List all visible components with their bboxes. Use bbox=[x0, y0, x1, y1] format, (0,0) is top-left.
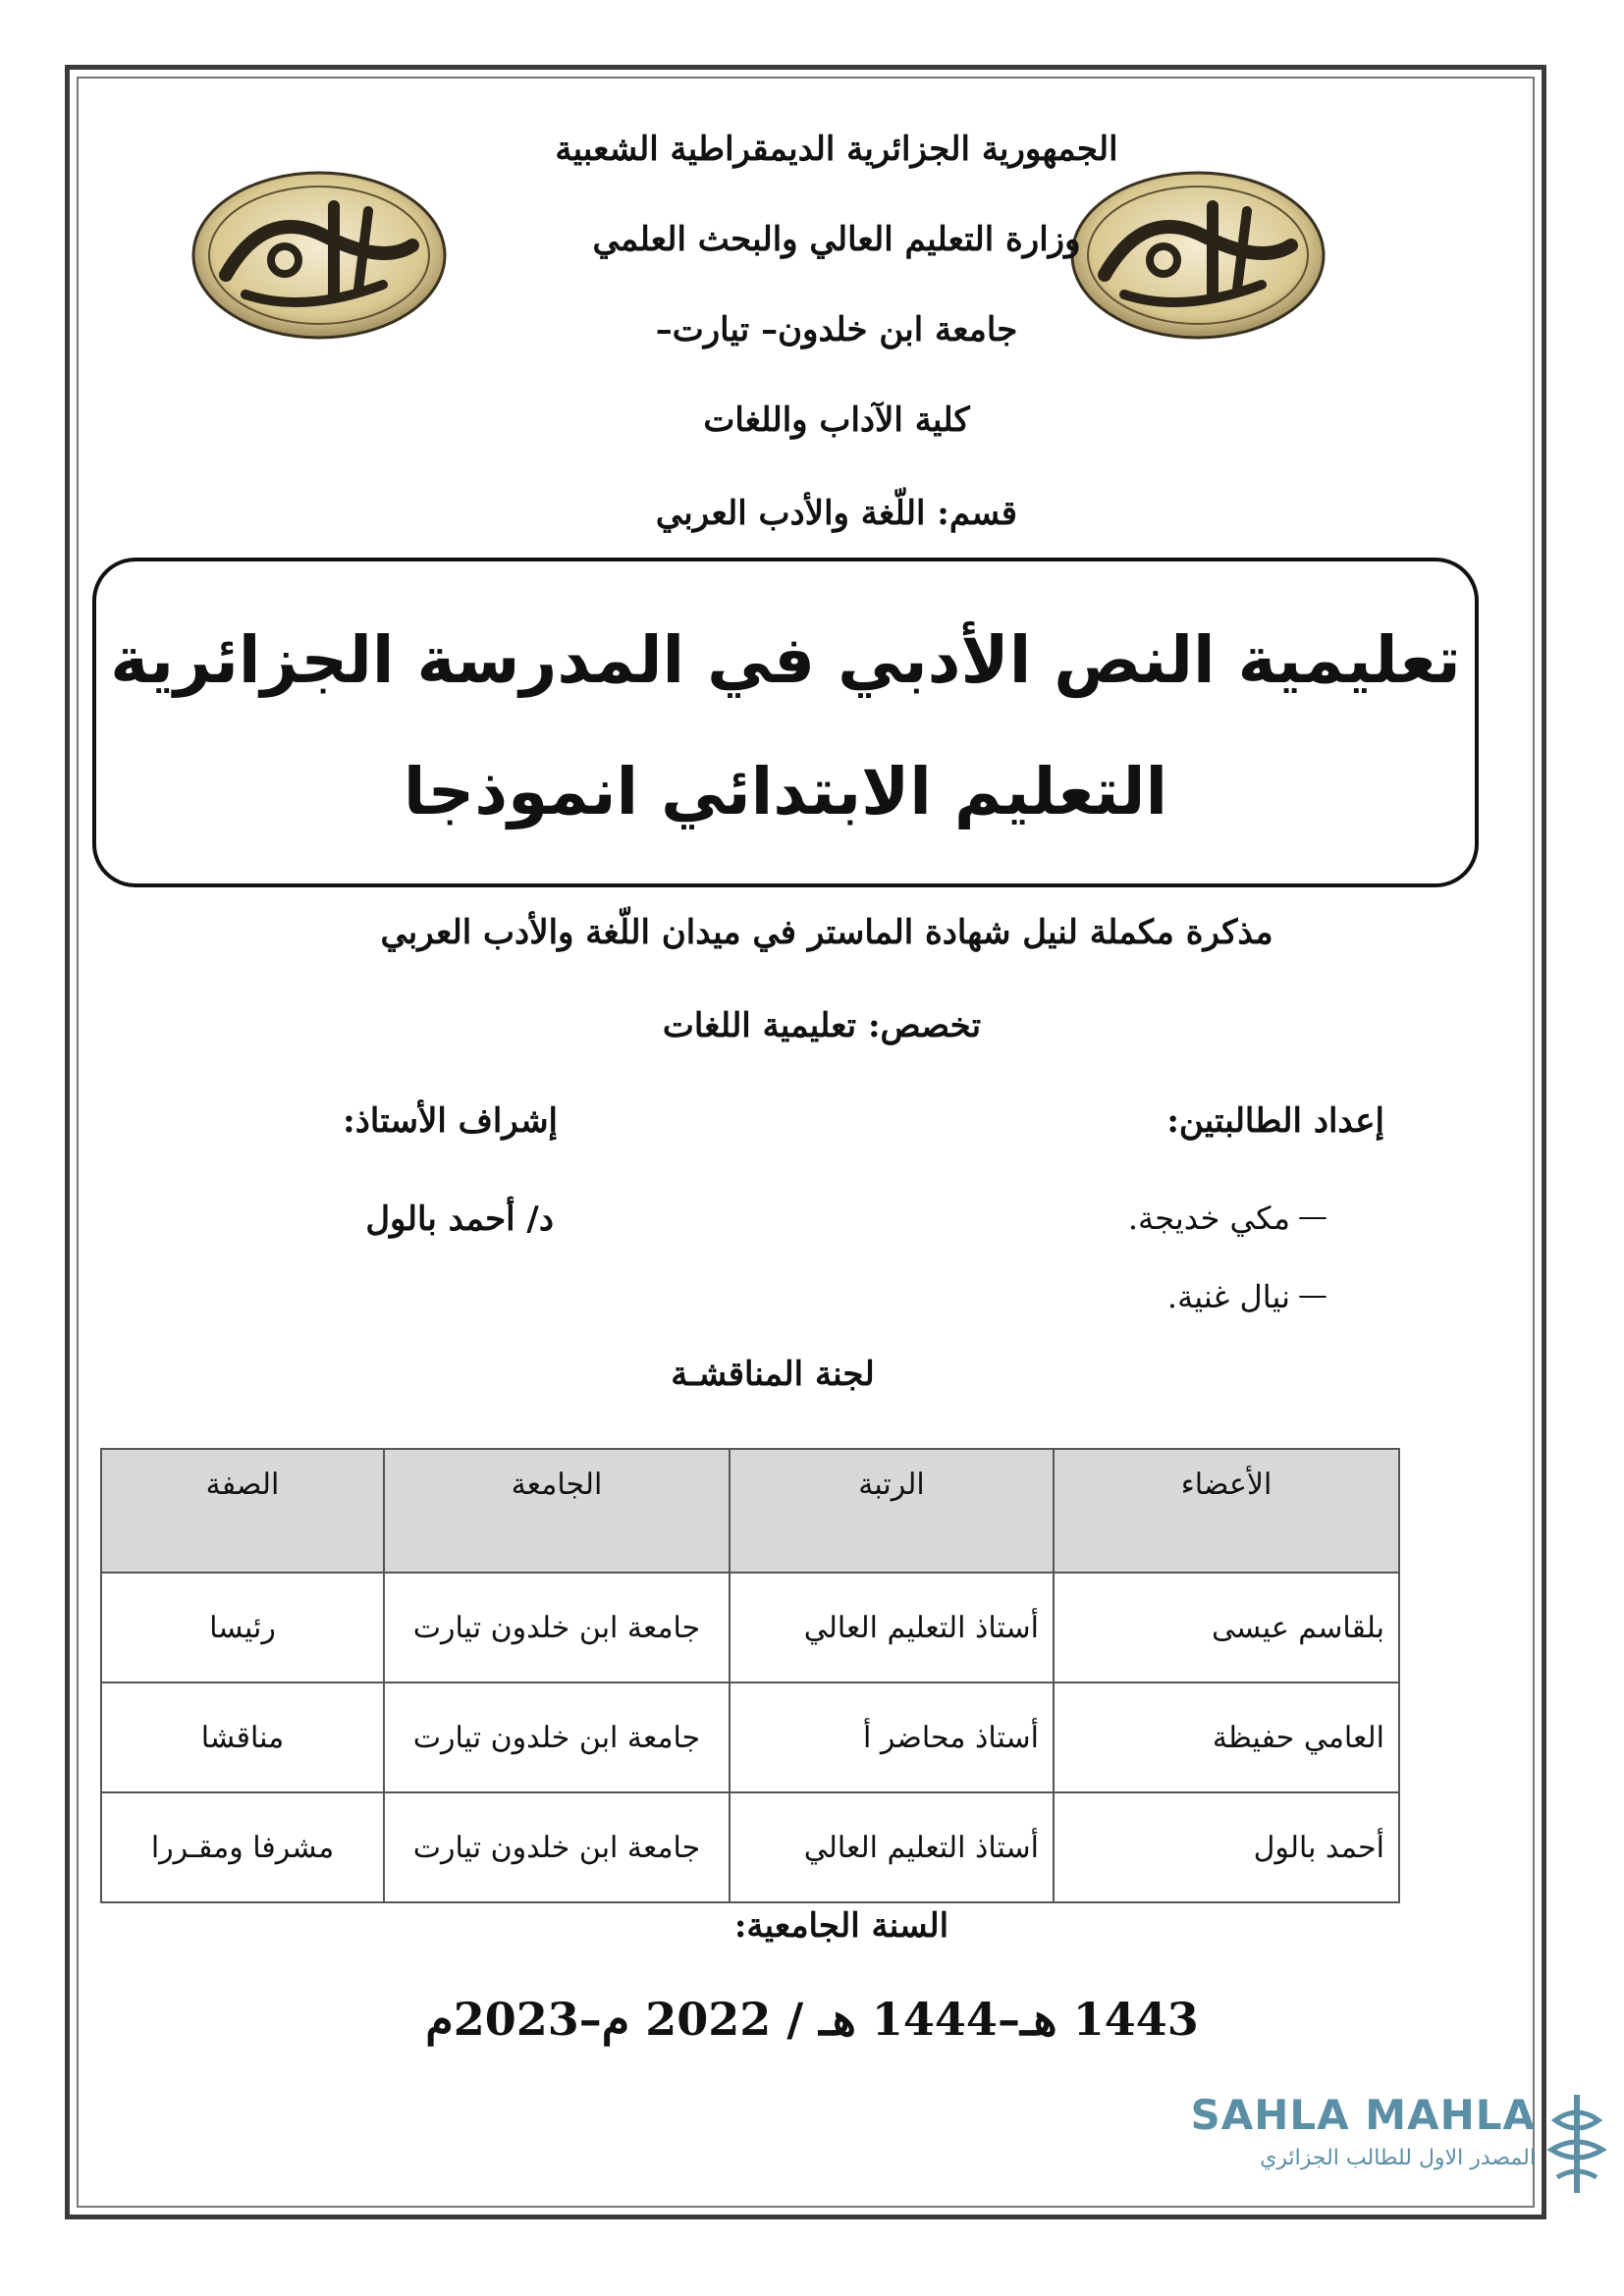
supervisor-label: إشراف الأستاذ: bbox=[343, 1101, 558, 1141]
thesis-title-line-2: التعليم الابتدائي انموذجا bbox=[403, 754, 1168, 829]
watermark-title: SAHLA MAHLA bbox=[1190, 2091, 1536, 2139]
header-university: الجامعة bbox=[384, 1449, 730, 1573]
member-rank: أستاذ التعليم العالي bbox=[730, 1792, 1054, 1902]
ministry-name: وزارة التعليم العالي والبحث العلمي bbox=[592, 220, 1081, 259]
republic-name: الجمهورية الجزائرية الديمقراطية الشعبية bbox=[555, 130, 1118, 169]
member-name: أحمد بالول bbox=[1054, 1792, 1399, 1902]
prepared-by-label: إعداد الطالبتين: bbox=[1166, 1101, 1384, 1141]
watermark-logo-icon bbox=[1542, 2091, 1612, 2197]
table-row bbox=[101, 1792, 1399, 1902]
member-role: مشرفا ومقـررا bbox=[101, 1792, 384, 1902]
member-university: جامعة ابن خلدون تيارت bbox=[384, 1573, 730, 1682]
member-rank: أستاذ محاضر أ bbox=[730, 1682, 1054, 1792]
header-members: الأعضاء bbox=[1054, 1449, 1399, 1573]
faculty-name: كلية الآداب واللغات bbox=[703, 400, 970, 440]
university-name: جامعة ابن خلدون– تيارت– bbox=[655, 310, 1018, 349]
member-name: العامي حفيظة bbox=[1054, 1682, 1399, 1792]
department-name: قسم: اللّغة والأدب العربي bbox=[655, 494, 1018, 533]
academic-year: 1443 هـ–1444 هـ / 2022 م–2023م bbox=[425, 1993, 1199, 2046]
supervisor-name: د/ أحمد بالول bbox=[365, 1200, 554, 1239]
memo-description: مذكرة مكملة لنيل شهادة الماستر في ميدان اللّغة والأدب العربي bbox=[380, 913, 1273, 952]
table-header-row bbox=[101, 1449, 1399, 1573]
academic-year-label: السنة الجامعية: bbox=[733, 1906, 949, 1946]
member-rank: أستاذ التعليم العالي bbox=[730, 1573, 1054, 1682]
member-university: جامعة ابن خلدون تيارت bbox=[384, 1682, 730, 1792]
member-role: رئيسا bbox=[101, 1573, 384, 1682]
header-role: الصفة bbox=[101, 1449, 384, 1573]
thesis-title-line-1: تعليمية النص الأدبي في المدرسة الجزائرية bbox=[110, 622, 1461, 698]
member-role: مناقشا bbox=[101, 1682, 384, 1792]
member-name: بلقاسم عيسى bbox=[1054, 1573, 1399, 1682]
member-university: جامعة ابن خلدون تيارت bbox=[384, 1792, 730, 1902]
committee-table bbox=[100, 1448, 1400, 1903]
list-dash-1: — bbox=[1298, 1200, 1327, 1234]
specialty: تخصص: تعليمية اللغات bbox=[662, 1006, 982, 1045]
header-rank: الرتبة bbox=[730, 1449, 1054, 1573]
sahla-mahla-watermark bbox=[1168, 2091, 1620, 2199]
student-name-1: مكي خديجة. bbox=[1127, 1200, 1290, 1237]
table-row bbox=[101, 1573, 1399, 1682]
student-name-2: نيال غنية. bbox=[1166, 1278, 1290, 1315]
watermark-subtitle: المصدر الاول للطالب الجزائري bbox=[1260, 2146, 1536, 2170]
table-row bbox=[101, 1682, 1399, 1792]
thesis-title-box bbox=[92, 558, 1479, 887]
committee-title: لجنة المناقشـة bbox=[671, 1355, 875, 1394]
list-dash-2: — bbox=[1298, 1278, 1327, 1312]
